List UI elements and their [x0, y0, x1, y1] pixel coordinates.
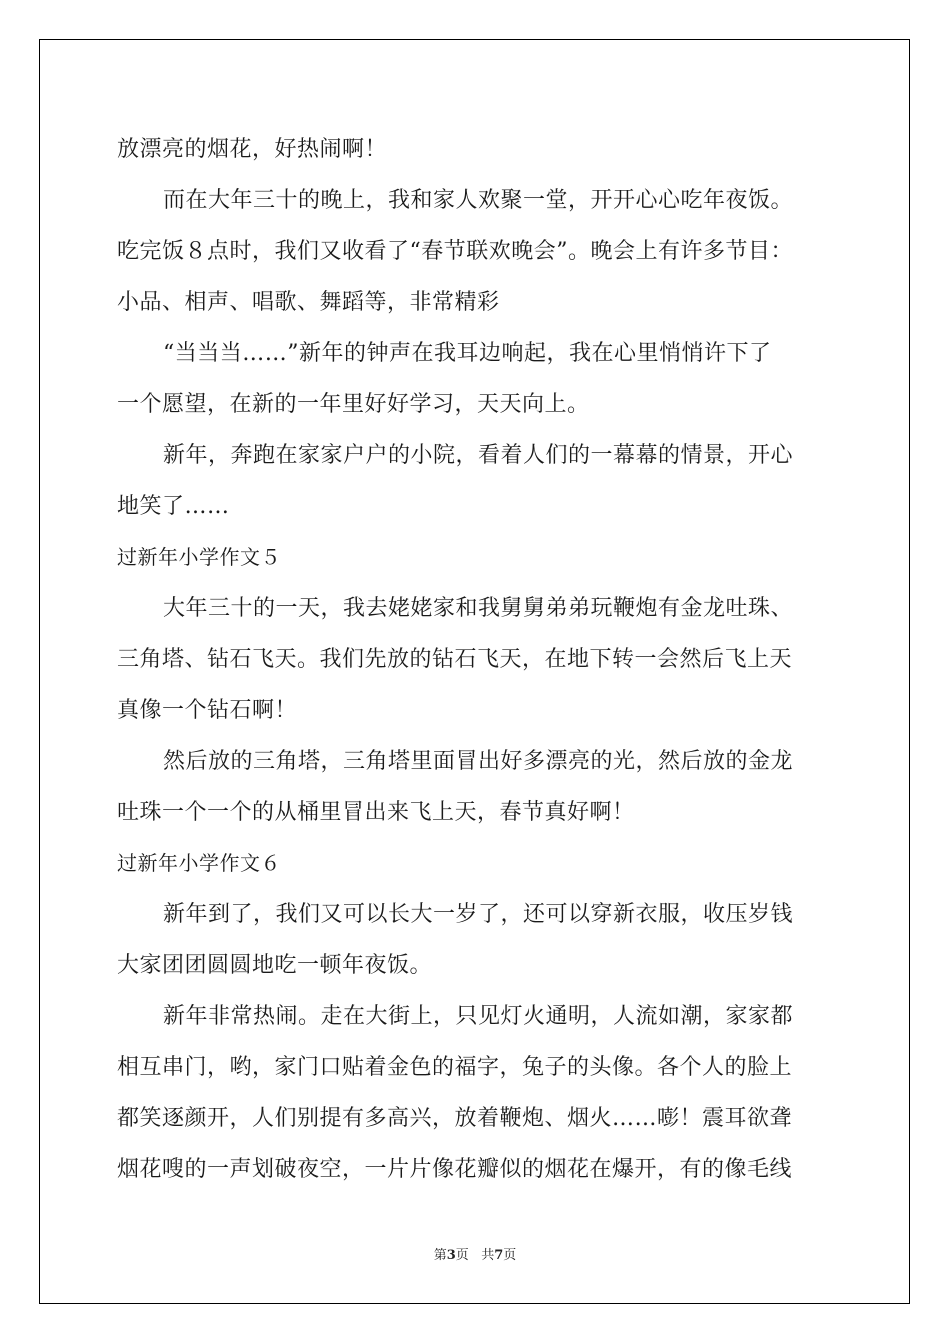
text-line: 都笑逐颜开，人们别提有多高兴，放着鞭炮、烟火……嘭！震耳欲聋 [117, 1106, 793, 1131]
text-line: 小品、相声、唱歌、舞蹈等，非常精彩 [117, 290, 500, 315]
text-line: 大家团团圆圆地吃一顿年夜饭。 [117, 953, 433, 978]
text-line: 三角塔、钻石飞天。我们先放的钻石飞天，在地下转一会然后飞上天 [117, 647, 793, 672]
section-heading: 过新年小学作文６ [117, 851, 281, 875]
text-line: 吐珠一个一个的从桶里冒出来飞上天，春节真好啊！ [117, 800, 635, 825]
text-line: 一个愿望，在新的一年里好好学习，天天向上。 [117, 392, 590, 417]
text-line: 地笑了…… [117, 494, 230, 519]
page-footer [0, 1244, 950, 1263]
text-line: 吃完饭８点时，我们又收看了“春节联欢晚会”。晚会上有许多节目： [117, 239, 793, 264]
text-line: 然后放的三角塔，三角塔里面冒出好多漂亮的光，然后放的金龙 [163, 749, 794, 774]
section-heading: 过新年小学作文５ [117, 545, 281, 569]
page-suffix: 页 [455, 1248, 469, 1263]
text-line: 而在大年三十的晚上，我和家人欢聚一堂，开开心心吃年夜饭。 [163, 188, 794, 213]
text-line: 新年到了，我们又可以长大一岁了，还可以穿新衣服，收压岁钱 [163, 902, 794, 927]
text-line: 放漂亮的烟花，好热闹啊！ [117, 137, 388, 162]
total-prefix: 共 [481, 1248, 495, 1263]
total-suffix: 页 [503, 1248, 517, 1263]
text-line: “当当当……”新年的钟声在我耳边响起，我在心里悄悄许下了 [163, 341, 772, 366]
text-line: 相互串门，哟，家门口贴着金色的福字，兔子的头像。各个人的脸上 [117, 1055, 793, 1080]
text-line: 大年三十的一天，我去姥姥家和我舅舅弟弟玩鞭炮有金龙吐珠、 [163, 596, 794, 621]
page-prefix: 第 [433, 1248, 447, 1263]
total-pages: 7 [494, 1248, 504, 1263]
text-line: 新年，奔跑在家家户户的小院，看着人们的一幕幕的情景，开心 [163, 443, 794, 468]
text-line: 烟花嗖的一声划破夜空，一片片像花瓣似的烟花在爆开，有的像毛线 [117, 1157, 793, 1182]
text-line: 新年非常热闹。走在大街上，只见灯火通明，人流如潮，家家都 [163, 1004, 794, 1029]
text-line: 真像一个钻石啊！ [117, 698, 298, 723]
document-body [117, 124, 833, 1195]
page-number: 3 [446, 1248, 456, 1263]
